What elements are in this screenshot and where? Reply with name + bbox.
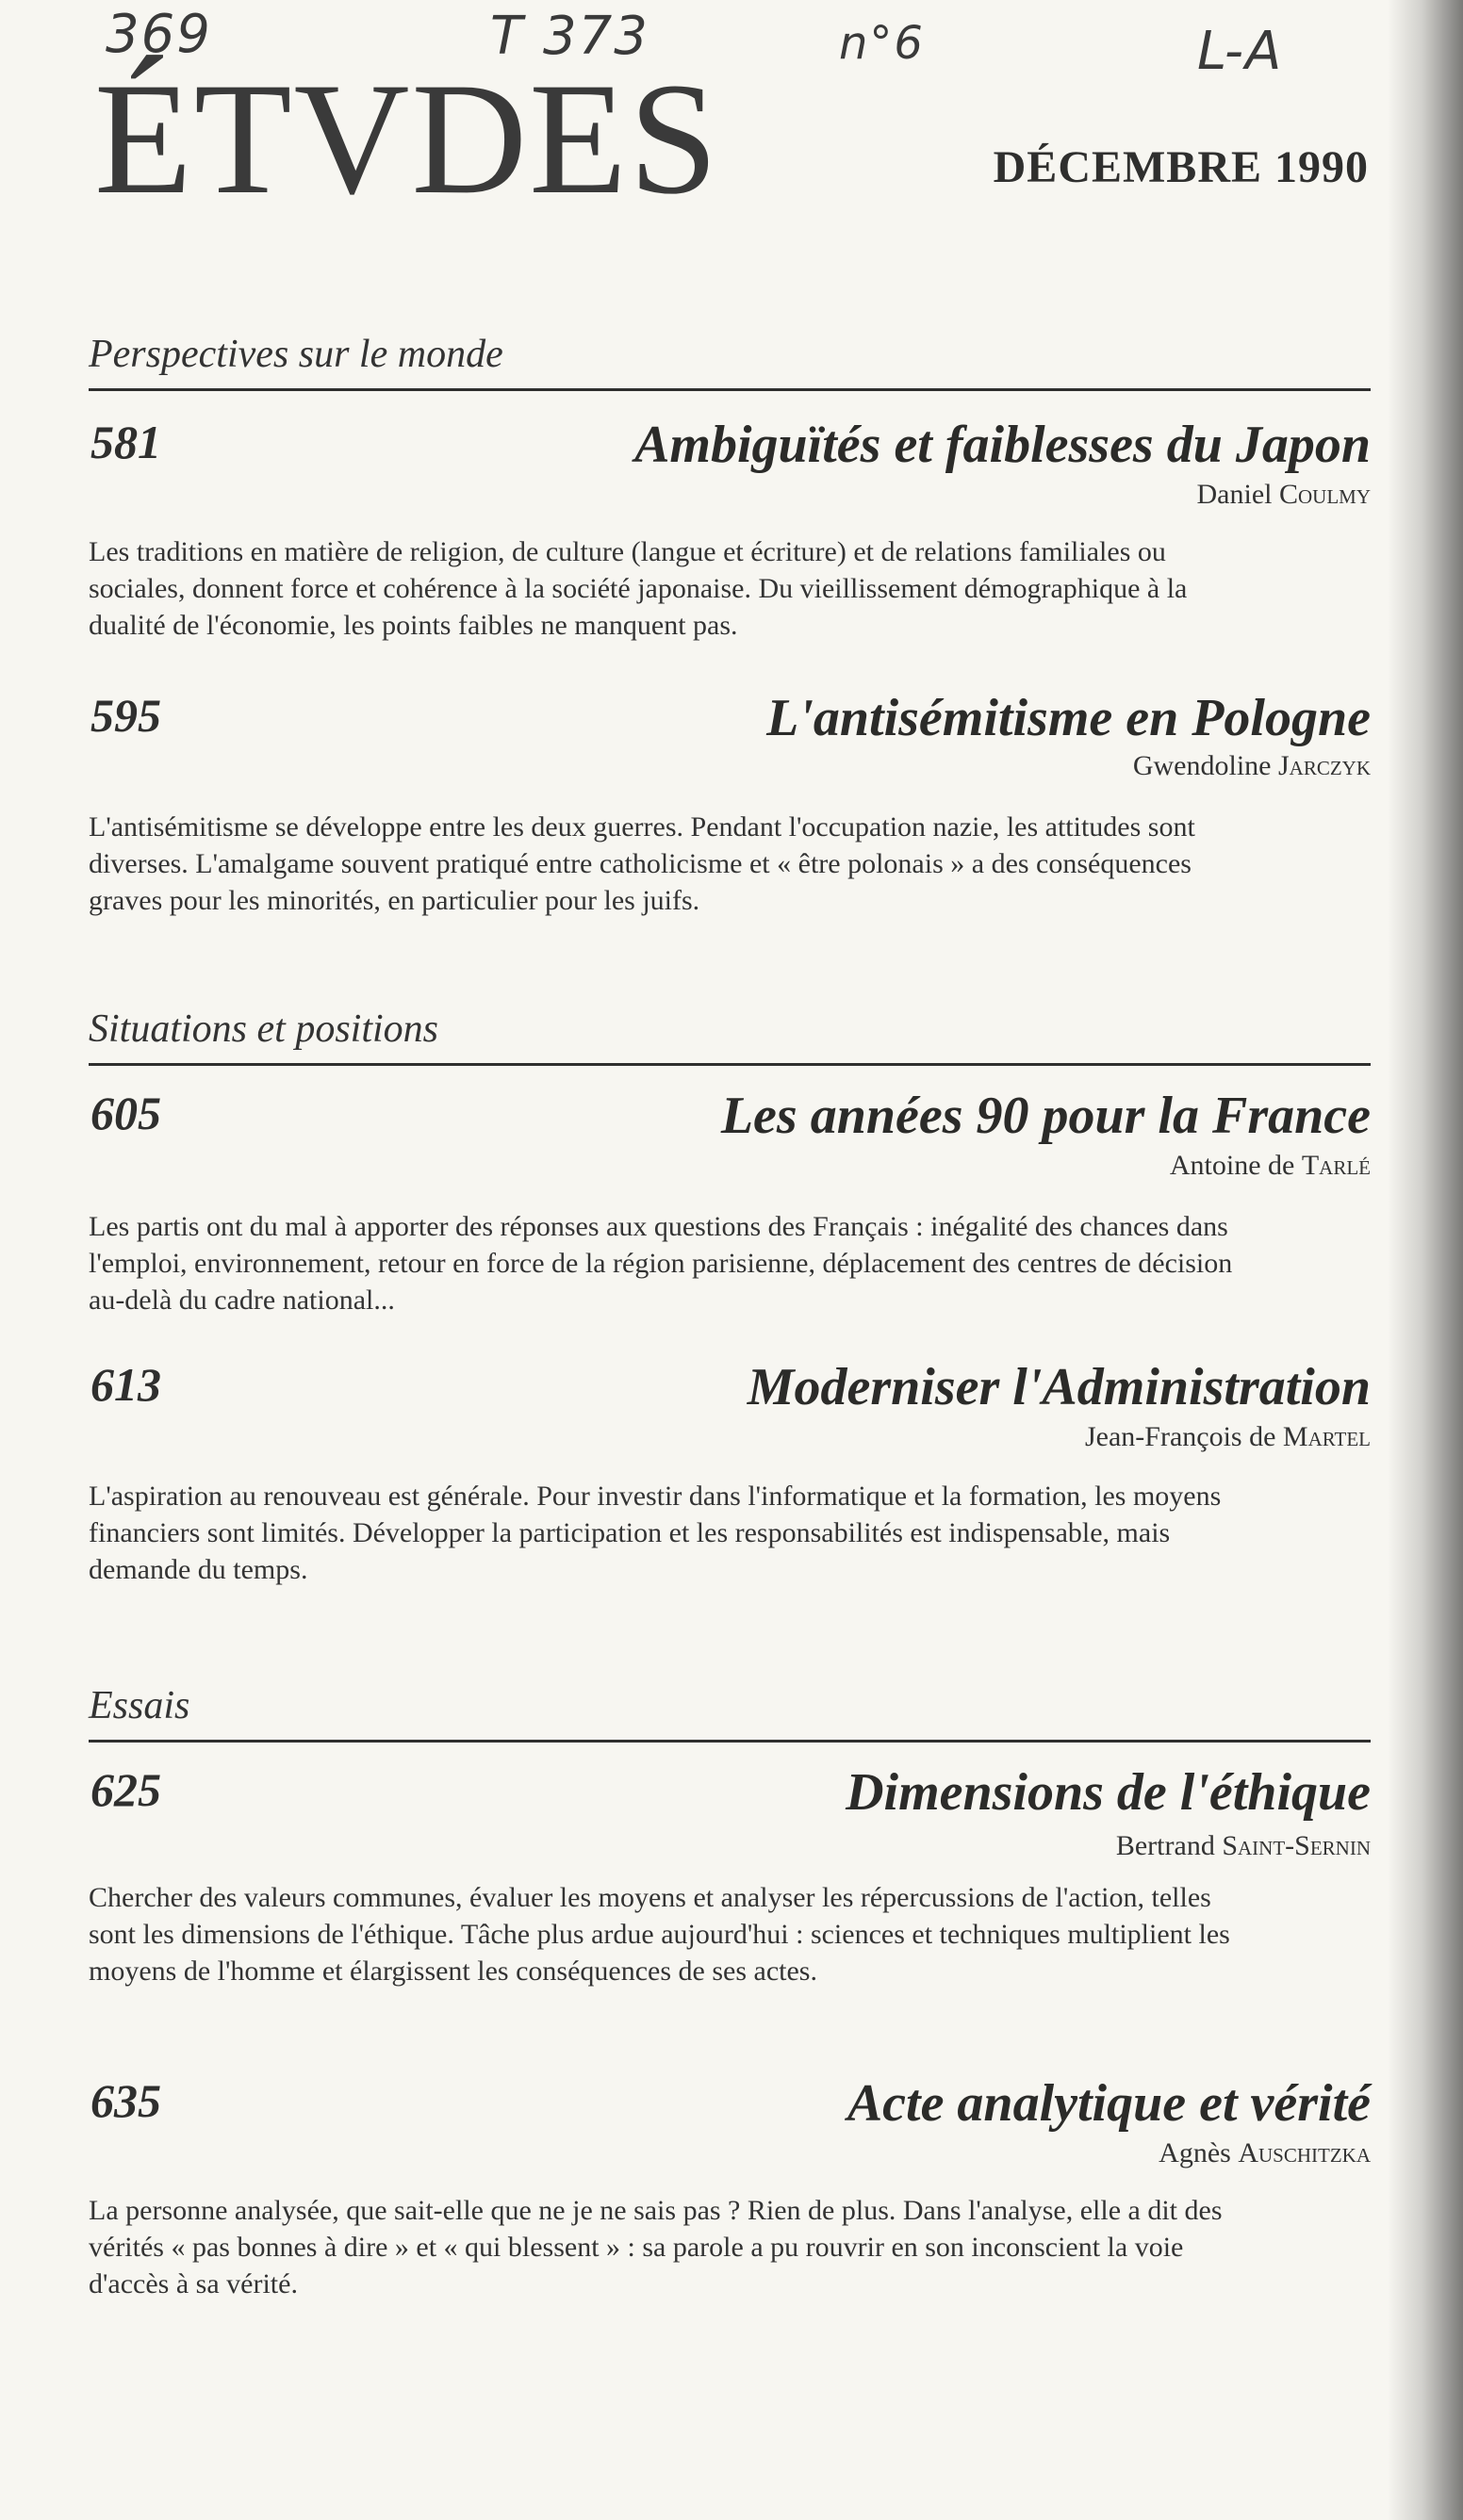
page-edge-shadow xyxy=(1388,0,1463,2520)
article-abstract: L'antisémitisme se développe entre les deux guerres. Pendant l'occupation nazie, les attitudes sont diverses. L'amalgame souvent pratiqué entre catholicisme et « être polonais » a des conséquences graves pour les minorités, en particulier pour les juifs. xyxy=(89,811,1195,916)
article-title: Ambiguïtés et faiblesses du Japon xyxy=(634,416,1371,474)
article-page-number: 625 xyxy=(90,1763,161,1816)
article-abstract: Chercher des valeurs communes, évaluer les moyens et analyser les répercussions de l'action, telles sont les dimensions de l'éthique. Tâche plus ardue aujourd'hui : sciences et techniques multiplient les moyens de l'homme et élargissent les conséquences de ses actes. xyxy=(89,1882,1230,1987)
article-page-number: 613 xyxy=(90,1358,161,1411)
section-rule xyxy=(89,1740,1371,1743)
article-title: Les années 90 pour la France xyxy=(720,1087,1371,1145)
section-title: Situations et positions xyxy=(89,1007,439,1051)
article-abstract: L'aspiration au renouveau est générale. Pour investir dans l'informatique et la formation, les moyens financiers sont limités. Développer la participation et les responsabilités est indispensable, mais demande du temps. xyxy=(89,1481,1222,1585)
article-author: Gwendoline Jarczyk xyxy=(1132,750,1371,781)
section-rule xyxy=(89,388,1371,391)
article-page-number: 605 xyxy=(90,1087,161,1139)
article-abstract: La personne analysée, que sait-elle que ne je ne sais pas ? Rien de plus. Dans l'analyse, elle a dit des vérités « pas bonnes à dire » et « qui blessent » : sa parole a pu rouvrir en son inconscient la voie d'accès à sa vérité. xyxy=(89,2195,1223,2299)
section-title: Essais xyxy=(89,1684,190,1727)
journal-logo: ÉTVDES xyxy=(94,50,720,227)
article-author: Jean-François de Martel xyxy=(1084,1421,1371,1452)
article-author: Bertrand Saint-Sernin xyxy=(1115,1830,1371,1861)
section-title: Perspectives sur le monde xyxy=(89,333,503,376)
article-abstract: Les partis ont du mal à apporter des réponses aux questions des Français : inégalité des chances dans l'emploi, environnement, retour en force de la région parisienne, déplacement des centres de décision au-delà du cadre national... xyxy=(89,1211,1233,1316)
article-author: Daniel Coulmy xyxy=(1196,479,1371,510)
handwritten-note-la: L-A xyxy=(1197,21,1284,82)
article-title: L'antisémitisme en Pologne xyxy=(766,689,1371,747)
article-title: Dimensions de l'éthique xyxy=(846,1763,1371,1822)
article-author: Agnès Auschitzka xyxy=(1159,2137,1371,2168)
article-page-number: 635 xyxy=(90,2074,161,2127)
article-author: Antoine de Tarlé xyxy=(1169,1150,1371,1181)
handwritten-note-369: 369 xyxy=(106,4,212,65)
article-title: Moderniser l'Administration xyxy=(747,1358,1371,1416)
article-page-number: 581 xyxy=(90,416,161,468)
section-rule xyxy=(89,1063,1371,1066)
handwritten-note-issue: n°6 xyxy=(839,17,925,70)
handwritten-note-t373: T 373 xyxy=(490,6,649,67)
article-title: Acte analytique et vérité xyxy=(847,2074,1371,2133)
issue-date: DÉCEMBRE 1990 xyxy=(993,142,1369,192)
article-abstract: Les traditions en matière de religion, de culture (langue et écriture) et de relations familiales ou sociales, donnent force et cohérence à la société japonaise. Du vieillissement démographique à la dualité de l'économie, les points faibles ne manquent pas. xyxy=(89,536,1188,641)
article-page-number: 595 xyxy=(90,689,161,742)
